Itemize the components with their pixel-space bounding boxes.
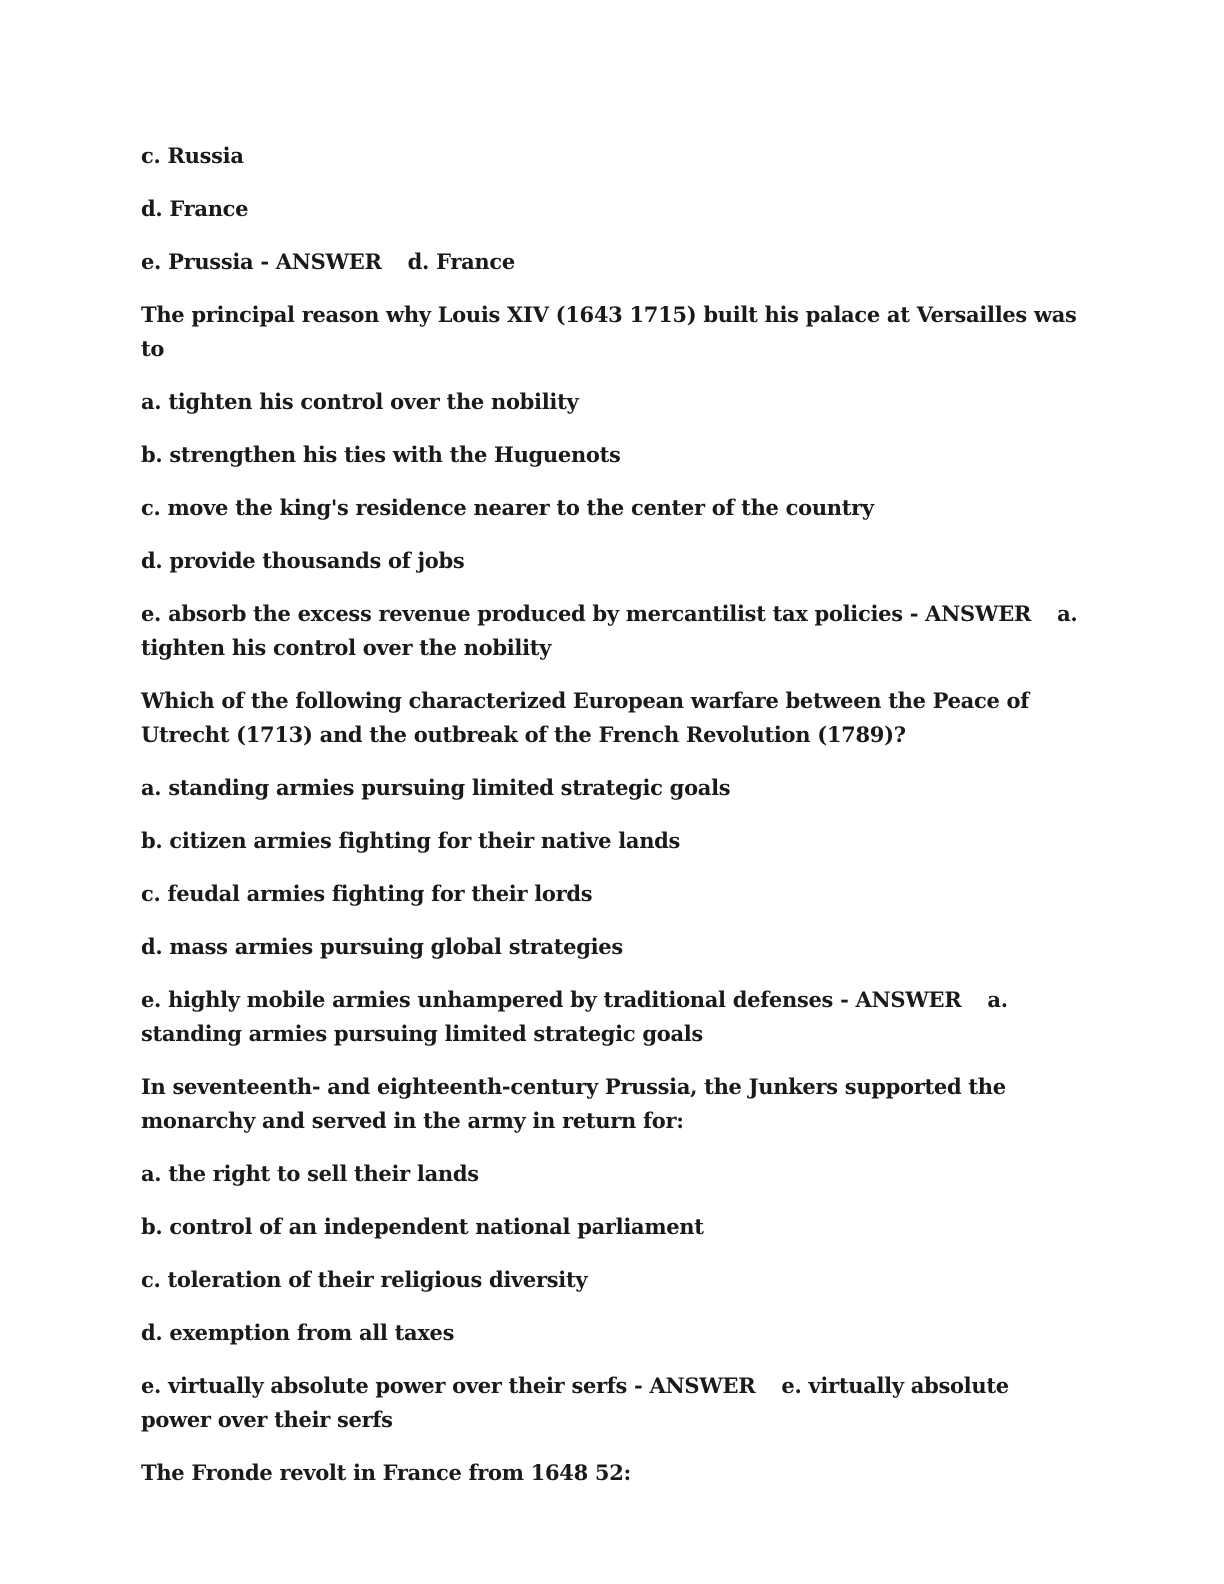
question-warfare: Which of the following characterized European warfare between the Peace of Utrecht (1713) and the outbreak of the French Revolution (1789)? [141,688,1036,747]
answer-text: a. standing armies pursuing limited strategic goals [141,987,1015,1046]
question-fronde: The Fronde revolt in France from 1648 52: [141,1460,631,1485]
answer-text: a. tighten his control over the nobility [141,601,1085,660]
option-e-prussia-answer: e. Prussia - ANSWER d. France [141,249,515,274]
option-e-answer: e. virtually absolute power over their serfs - ANSWER e. virtually absolute power over their serfs [141,1373,1016,1432]
option-a: a. the right to sell their lands [141,1161,479,1186]
question-versailles: The principal reason why Louis XIV (1643 1715) built his palace at Versailles was to [141,302,1084,361]
option-a: a. tighten his control over the nobility [141,389,579,414]
option-c: c. toleration of their religious diversity [141,1267,588,1292]
option-b: b. citizen armies fighting for their native lands [141,828,681,853]
option-d: d. exemption from all taxes [141,1320,455,1345]
answer-text: e. virtually absolute power over their serfs [141,1373,1016,1432]
option-b: b. strengthen his ties with the Huguenots [141,442,621,467]
option-d: d. mass armies pursuing global strategies [141,934,623,959]
option-b: b. control of an independent national parliament [141,1214,704,1239]
question-junkers: In seventeenth- and eighteenth-century Prussia, the Junkers supported the monarchy and served in the army in return for: [141,1074,1013,1133]
option-e-answer: e. highly mobile armies unhampered by traditional defenses - ANSWER a. standing armies pursuing limited strategic goals [141,987,1015,1046]
document-body [141,139,1085,1509]
option-d: d. provide thousands of jobs [141,548,465,573]
answer-text: d. France [407,249,515,274]
option-c: c. move the king's residence nearer to the center of the country [141,495,874,520]
option-c: c. feudal armies fighting for their lords [141,881,593,906]
option-c-russia: c. Russia [141,143,244,168]
option-a: a. standing armies pursuing limited strategic goals [141,775,731,800]
option-e-answer: e. absorb the excess revenue produced by mercantilist tax policies - ANSWER a. tighten his control over the nobility [141,601,1085,660]
option-d-france: d. France [141,196,249,221]
